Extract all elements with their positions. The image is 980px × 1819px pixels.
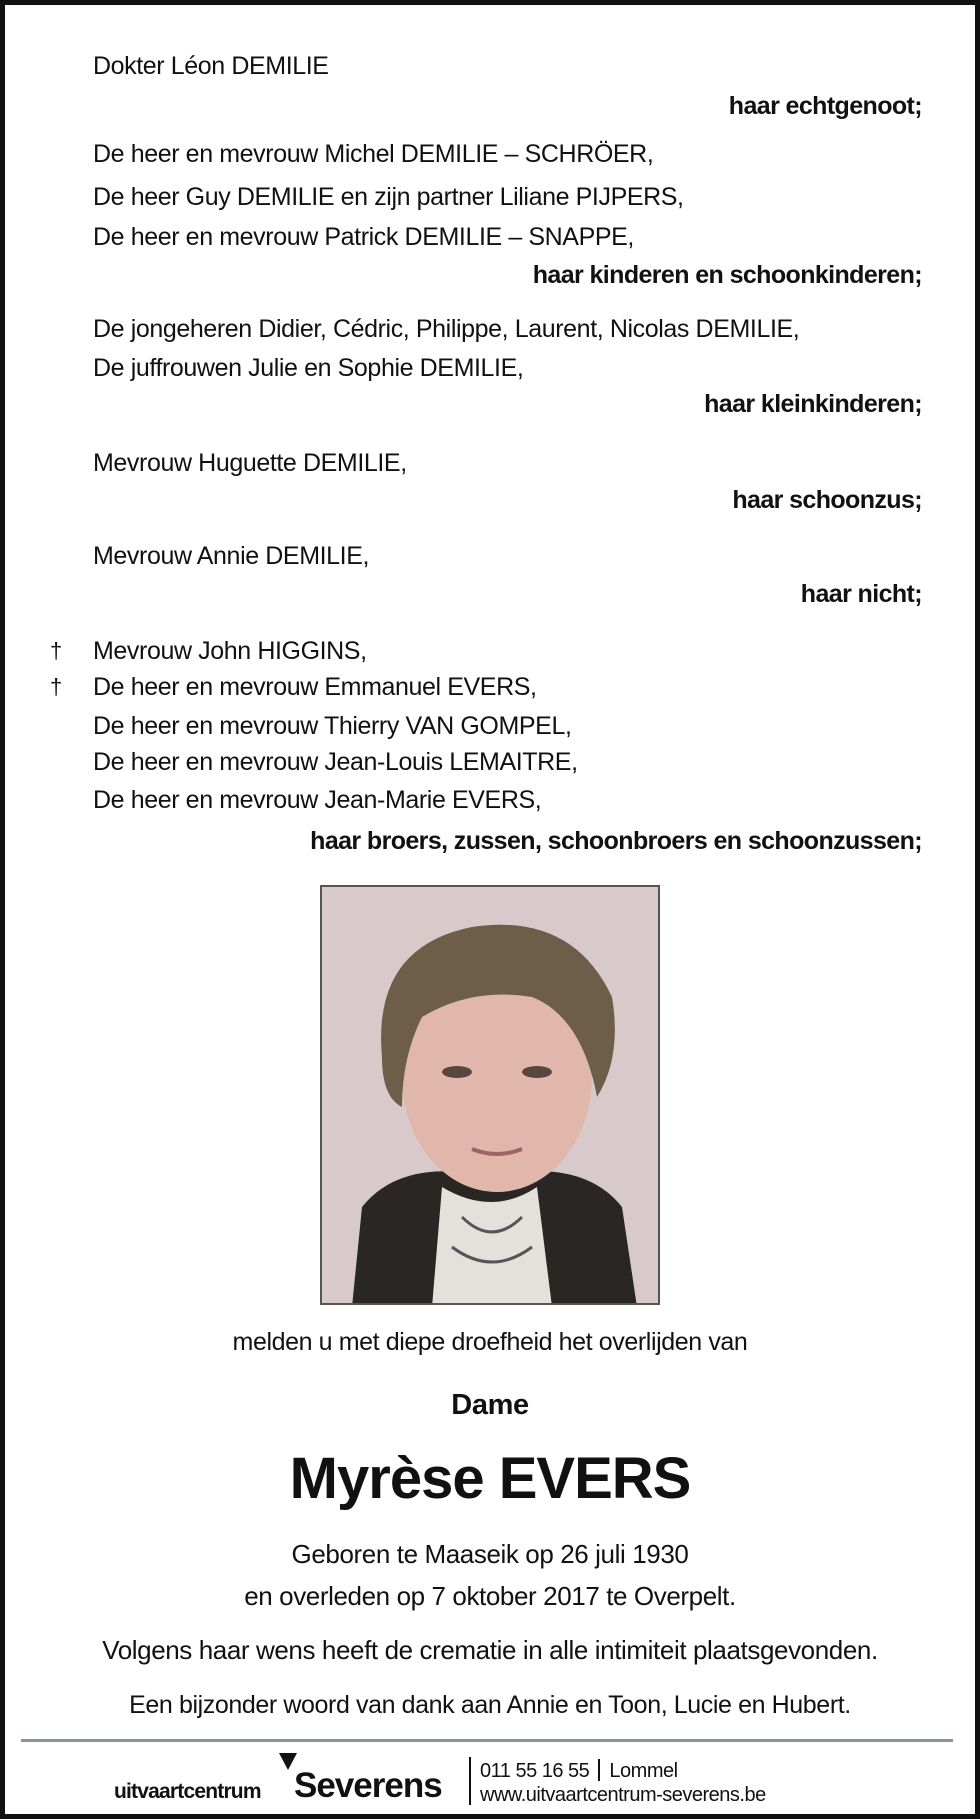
- sibling-name: Mevrouw John HIGGINS,: [93, 637, 367, 665]
- cross-icon: †: [50, 674, 63, 699]
- portrait-photo: [320, 885, 660, 1305]
- grandchild-name: De juffrouwen Julie en Sophie DEMILIE,: [93, 354, 524, 382]
- child-name: De heer Guy DEMILIE en zijn partner Liliane PIJPERS,: [93, 183, 684, 211]
- sister-in-law-relation: haar schoonzus;: [732, 486, 922, 514]
- spouse-relation: haar echtgenoot;: [728, 92, 922, 120]
- footer-separator: [469, 1757, 471, 1805]
- grandchild-name: De jongeheren Didier, Cédric, Philippe, Laurent, Nicolas DEMILIE,: [93, 315, 800, 343]
- siblings-relation: haar broers, zussen, schoonbroers en schoonzussen;: [310, 827, 922, 855]
- sister-in-law-name: Mevrouw Huguette DEMILIE,: [93, 449, 407, 477]
- honorific: Dame: [451, 1389, 529, 1421]
- birth-line: Geboren te Maaseik op 26 juli 1930: [291, 1539, 689, 1569]
- contact-separator: [598, 1759, 600, 1781]
- children-relation: haar kinderen en schoonkinderen;: [532, 261, 922, 289]
- cross-icon: †: [50, 638, 63, 663]
- logo-brand: Severens: [294, 1766, 442, 1805]
- niece-name: Mevrouw Annie DEMILIE,: [93, 542, 370, 570]
- website-link[interactable]: www.uitvaartcentrum-severens.be: [480, 1784, 766, 1806]
- sibling-name: De heer en mevrouw Jean-Marie EVERS,: [93, 786, 542, 814]
- contact-line: [480, 1758, 678, 1784]
- child-name: De heer en mevrouw Patrick DEMILIE – SNAPPE,: [93, 223, 634, 251]
- city: Lommel: [609, 1760, 678, 1782]
- niece-relation: haar nicht;: [800, 580, 922, 608]
- child-name: De heer en mevrouw Michel DEMILIE – SCHRÖER,: [93, 140, 654, 168]
- sibling-name: De heer en mevrouw Jean-Louis LEMAITRE,: [93, 748, 578, 776]
- sibling-name: De heer en mevrouw Thierry VAN GOMPEL,: [93, 712, 572, 740]
- sibling-name: De heer en mevrouw Emmanuel EVERS,: [93, 673, 537, 701]
- cremation-line: Volgens haar wens heeft de crematie in alle intimiteit plaatsgevonden.: [102, 1635, 878, 1665]
- death-line: en overleden op 7 oktober 2017 te Overpelt.: [244, 1581, 736, 1611]
- divider: [21, 1739, 953, 1742]
- logo-prefix: uitvaartcentrum: [114, 1780, 261, 1803]
- deceased-name: Myrèse EVERS: [289, 1446, 691, 1511]
- thanks-line: Een bijzonder woord van dank aan Annie en Toon, Lucie en Hubert.: [129, 1691, 851, 1719]
- phone-number: 011 55 16 55: [480, 1760, 590, 1782]
- intro-text: melden u met diepe droefheid het overlijden van: [232, 1328, 748, 1356]
- grandchildren-relation: haar kleinkinderen;: [704, 390, 922, 418]
- spouse-name: Dokter Léon DEMILIE: [93, 52, 329, 80]
